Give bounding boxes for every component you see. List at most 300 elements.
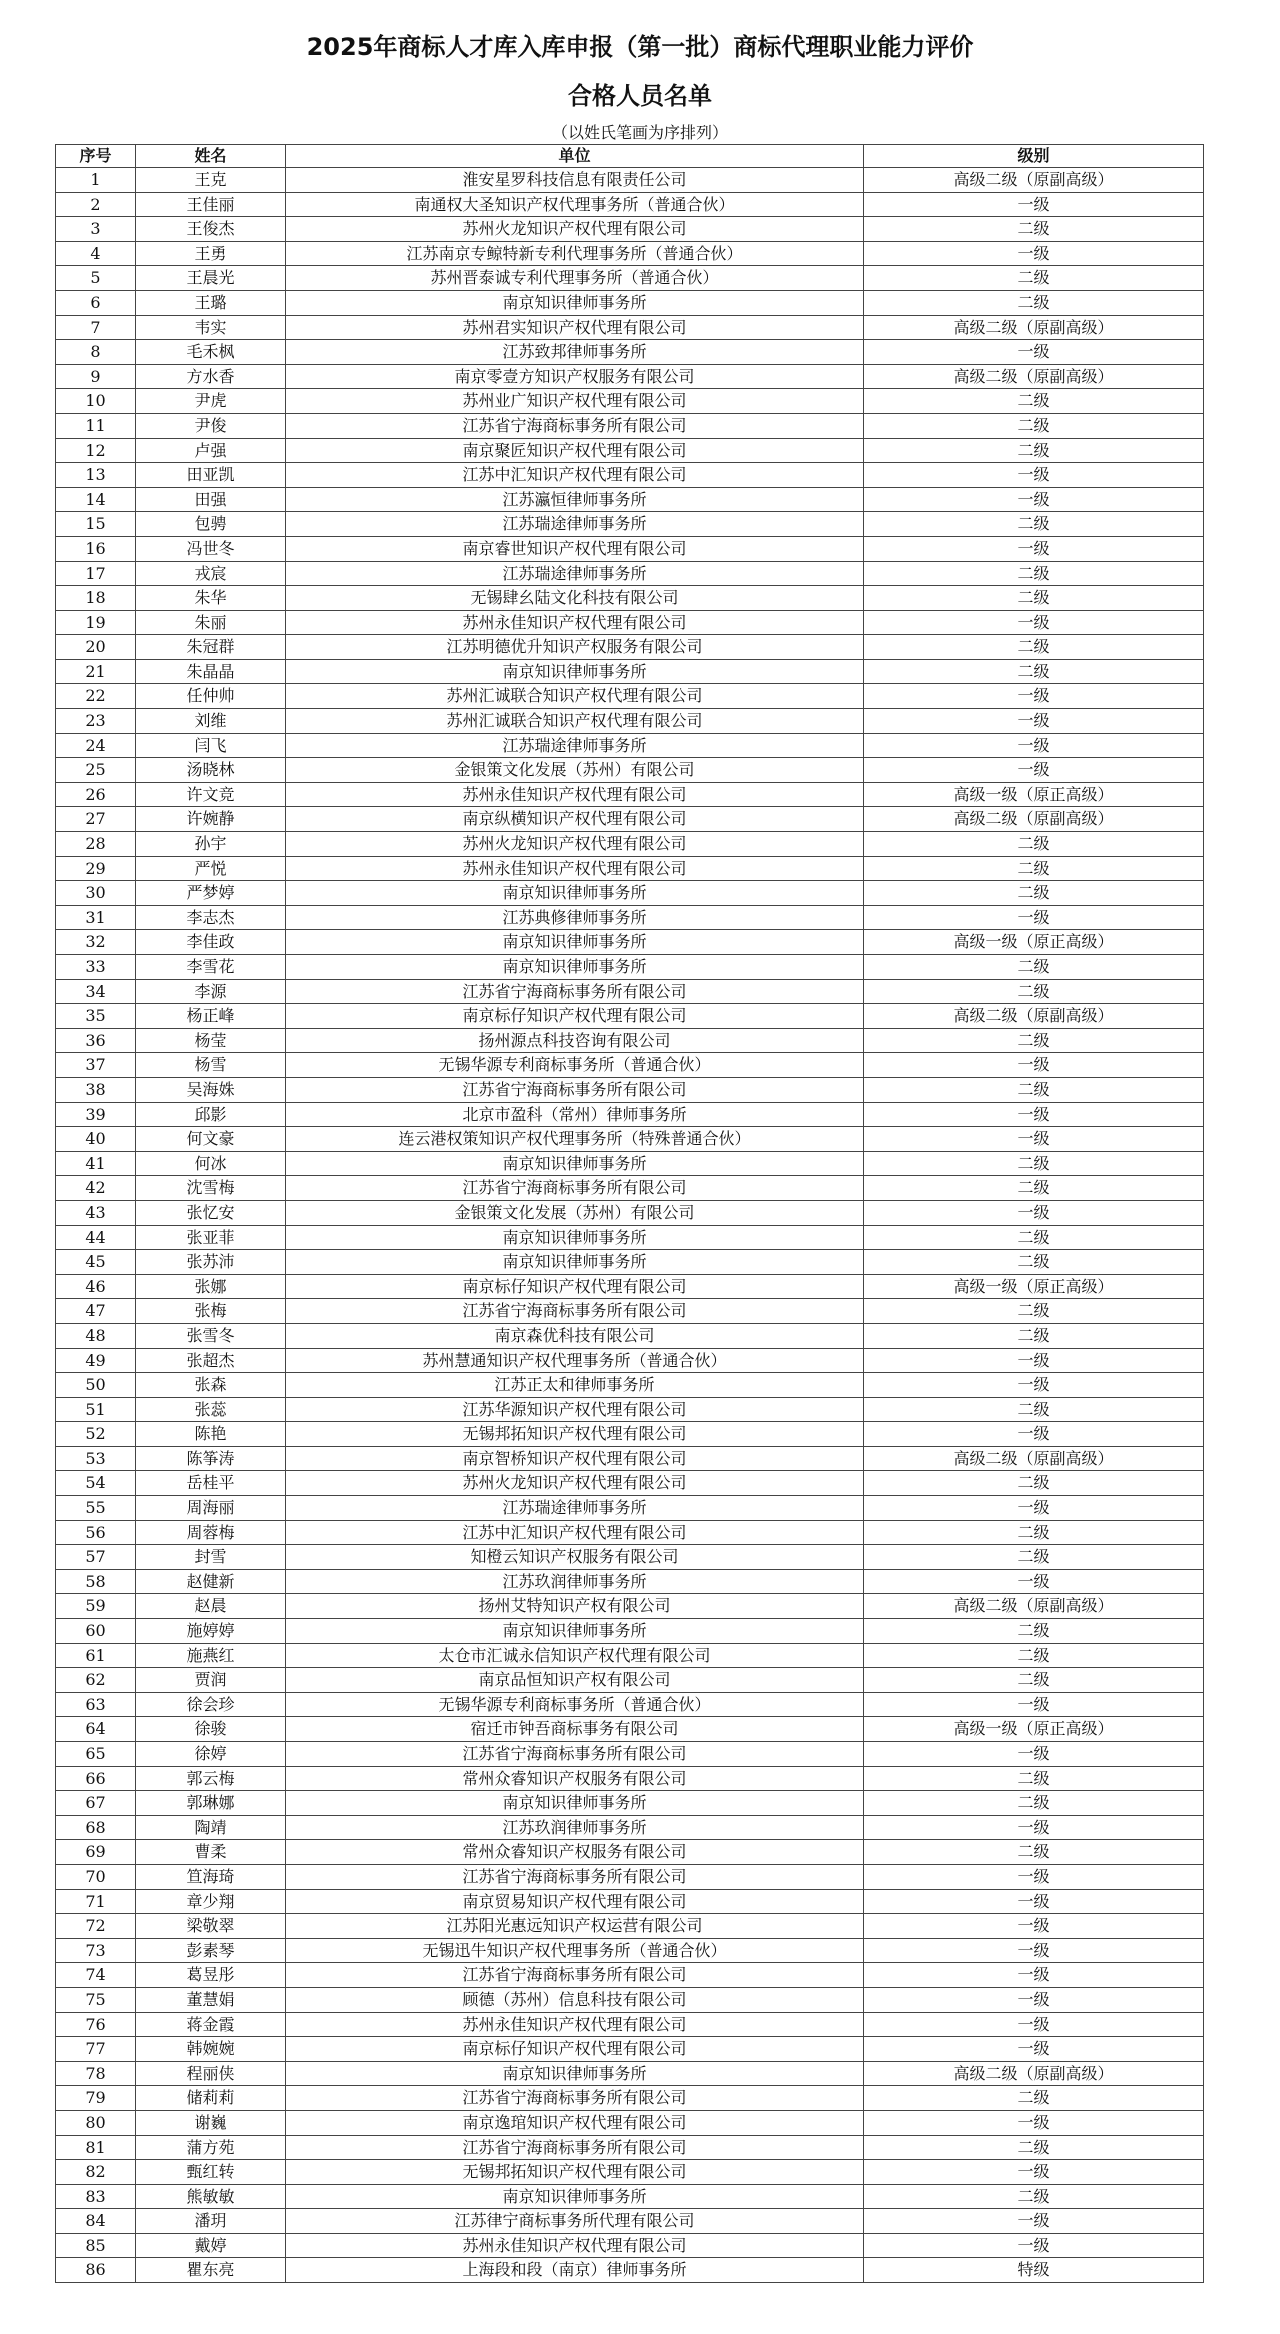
cell-unit: 南京知识律师事务所 — [286, 2061, 864, 2086]
cell-level: 高级二级（原副高级） — [864, 807, 1204, 832]
cell-level: 二级 — [864, 856, 1204, 881]
cell-no: 38 — [56, 1077, 136, 1102]
table-row — [56, 1742, 1204, 1767]
cell-level: 一级 — [864, 1496, 1204, 1521]
cell-unit: 南京知识律师事务所 — [286, 881, 864, 906]
cell-unit: 江苏中汇知识产权代理有限公司 — [286, 463, 864, 488]
table-row — [56, 1889, 1204, 1914]
cell-name: 熊敏敏 — [136, 2184, 286, 2209]
cell-no: 37 — [56, 1053, 136, 1078]
table-row — [56, 1963, 1204, 1988]
cell-unit: 江苏省宁海商标事务所有限公司 — [286, 979, 864, 1004]
cell-name: 许文竞 — [136, 782, 286, 807]
table-row — [56, 1323, 1204, 1348]
cell-level: 二级 — [864, 290, 1204, 315]
cell-level: 二级 — [864, 1323, 1204, 1348]
cell-no: 22 — [56, 684, 136, 709]
cell-name: 张亚菲 — [136, 1225, 286, 1250]
cell-name: 笪海琦 — [136, 1864, 286, 1889]
cell-unit: 南京知识律师事务所 — [286, 2184, 864, 2209]
cell-level: 一级 — [864, 192, 1204, 217]
table-row — [56, 1250, 1204, 1275]
cell-no: 74 — [56, 1963, 136, 1988]
cell-unit: 苏州火龙知识产权代理有限公司 — [286, 832, 864, 857]
cell-name: 严梦婷 — [136, 881, 286, 906]
cell-level: 二级 — [864, 413, 1204, 438]
cell-no: 14 — [56, 487, 136, 512]
cell-level: 二级 — [864, 635, 1204, 660]
cell-name: 贾润 — [136, 1668, 286, 1693]
cell-no: 85 — [56, 2233, 136, 2258]
cell-unit: 苏州汇诚联合知识产权代理有限公司 — [286, 709, 864, 734]
cell-name: 孙宇 — [136, 832, 286, 857]
cell-unit: 无锡肆幺陆文化科技有限公司 — [286, 586, 864, 611]
cell-name: 葛昱彤 — [136, 1963, 286, 1988]
table-row — [56, 536, 1204, 561]
cell-unit: 苏州汇诚联合知识产权代理有限公司 — [286, 684, 864, 709]
table-row — [56, 1668, 1204, 1693]
cell-level: 一级 — [864, 1914, 1204, 1939]
cell-level: 二级 — [864, 1077, 1204, 1102]
cell-unit: 上海段和段（南京）律师事务所 — [286, 2258, 864, 2283]
cell-no: 86 — [56, 2258, 136, 2283]
table-row — [56, 315, 1204, 340]
table-row — [56, 2233, 1204, 2258]
table-row — [56, 2061, 1204, 2086]
table-row — [56, 832, 1204, 857]
cell-unit: 南京标仔知识产权代理有限公司 — [286, 1004, 864, 1029]
header-no: 序号 — [56, 145, 136, 168]
cell-unit: 南京贸易知识产权代理有限公司 — [286, 1889, 864, 1914]
cell-no: 63 — [56, 1692, 136, 1717]
cell-name: 朱丽 — [136, 610, 286, 635]
cell-unit: 金银策文化发展（苏州）有限公司 — [286, 758, 864, 783]
table-row — [56, 1692, 1204, 1717]
table-row — [56, 881, 1204, 906]
cell-unit: 江苏省宁海商标事务所有限公司 — [286, 2135, 864, 2160]
cell-no: 28 — [56, 832, 136, 857]
cell-level: 二级 — [864, 1028, 1204, 1053]
cell-level: 一级 — [864, 340, 1204, 365]
cell-no: 68 — [56, 1815, 136, 1840]
cell-unit: 南京标仔知识产权代理有限公司 — [286, 2037, 864, 2062]
table-row — [56, 1594, 1204, 1619]
cell-name: 杨莹 — [136, 1028, 286, 1053]
table-row — [56, 290, 1204, 315]
cell-no: 19 — [56, 610, 136, 635]
cell-no: 27 — [56, 807, 136, 832]
cell-unit: 南京聚匠知识产权代理有限公司 — [286, 438, 864, 463]
cell-level: 一级 — [864, 1864, 1204, 1889]
table-row — [56, 1766, 1204, 1791]
cell-unit: 无锡迅牛知识产权代理事务所（普通合伙） — [286, 1938, 864, 1963]
cell-level: 高级二级（原副高级） — [864, 1594, 1204, 1619]
cell-unit: 江苏南京专鲸特新专利代理事务所（普通合伙） — [286, 241, 864, 266]
cell-level: 一级 — [864, 536, 1204, 561]
cell-no: 13 — [56, 463, 136, 488]
cell-no: 60 — [56, 1619, 136, 1644]
cell-unit: 苏州永佳知识产权代理有限公司 — [286, 782, 864, 807]
cell-level: 二级 — [864, 586, 1204, 611]
cell-no: 64 — [56, 1717, 136, 1742]
cell-unit: 江苏致邦律师事务所 — [286, 340, 864, 365]
table-row — [56, 1446, 1204, 1471]
cell-no: 6 — [56, 290, 136, 315]
table-body — [56, 168, 1204, 2283]
cell-no: 25 — [56, 758, 136, 783]
cell-level: 二级 — [864, 266, 1204, 291]
table-row — [56, 1348, 1204, 1373]
table-row — [56, 1471, 1204, 1496]
cell-level: 一级 — [864, 905, 1204, 930]
cell-no: 11 — [56, 413, 136, 438]
cell-name: 彭素琴 — [136, 1938, 286, 1963]
cell-no: 8 — [56, 340, 136, 365]
cell-unit: 江苏省宁海商标事务所有限公司 — [286, 1963, 864, 1988]
table-row — [56, 2160, 1204, 2185]
table-row — [56, 463, 1204, 488]
cell-level: 一级 — [864, 2160, 1204, 2185]
cell-name: 赵晨 — [136, 1594, 286, 1619]
cell-name: 张梅 — [136, 1299, 286, 1324]
table-row — [56, 2209, 1204, 2234]
table-row — [56, 192, 1204, 217]
cell-level: 二级 — [864, 389, 1204, 414]
cell-no: 72 — [56, 1914, 136, 1939]
cell-no: 52 — [56, 1422, 136, 1447]
cell-name: 刘维 — [136, 709, 286, 734]
table-row — [56, 217, 1204, 242]
table-row — [56, 1545, 1204, 1570]
cell-unit: 太仓市汇诚永信知识产权代理有限公司 — [286, 1643, 864, 1668]
table-row — [56, 1274, 1204, 1299]
cell-level: 一级 — [864, 2012, 1204, 2037]
cell-name: 王璐 — [136, 290, 286, 315]
cell-no: 21 — [56, 659, 136, 684]
cell-level: 二级 — [864, 1545, 1204, 1570]
cell-name: 陈筝涛 — [136, 1446, 286, 1471]
cell-unit: 江苏华源知识产权代理有限公司 — [286, 1397, 864, 1422]
cell-no: 53 — [56, 1446, 136, 1471]
cell-no: 57 — [56, 1545, 136, 1570]
table-row — [56, 1643, 1204, 1668]
cell-name: 王克 — [136, 168, 286, 193]
table-row — [56, 438, 1204, 463]
table-row — [56, 1791, 1204, 1816]
cell-level: 一级 — [864, 2037, 1204, 2062]
cell-name: 杨雪 — [136, 1053, 286, 1078]
cell-no: 20 — [56, 635, 136, 660]
table-row — [56, 733, 1204, 758]
cell-name: 陈艳 — [136, 1422, 286, 1447]
cell-level: 二级 — [864, 832, 1204, 857]
cell-unit: 苏州永佳知识产权代理有限公司 — [286, 2012, 864, 2037]
cell-name: 蒋金霞 — [136, 2012, 286, 2037]
cell-name: 周海丽 — [136, 1496, 286, 1521]
cell-unit: 江苏玖润律师事务所 — [286, 1569, 864, 1594]
cell-level: 高级二级（原副高级） — [864, 1446, 1204, 1471]
cell-no: 50 — [56, 1373, 136, 1398]
cell-unit: 南京睿世知识产权代理有限公司 — [286, 536, 864, 561]
cell-name: 冯世冬 — [136, 536, 286, 561]
cell-unit: 知橙云知识产权服务有限公司 — [286, 1545, 864, 1570]
cell-level: 二级 — [864, 1250, 1204, 1275]
cell-unit: 南京知识律师事务所 — [286, 290, 864, 315]
cell-level: 一级 — [864, 2110, 1204, 2135]
cell-name: 戎宸 — [136, 561, 286, 586]
cell-unit: 江苏律宁商标事务所代理有限公司 — [286, 2209, 864, 2234]
cell-level: 一级 — [864, 1692, 1204, 1717]
cell-unit: 苏州永佳知识产权代理有限公司 — [286, 2233, 864, 2258]
cell-level: 特级 — [864, 2258, 1204, 2283]
cell-unit: 无锡邦拓知识产权代理有限公司 — [286, 1422, 864, 1447]
cell-unit: 江苏玖润律师事务所 — [286, 1815, 864, 1840]
cell-name: 张超杰 — [136, 1348, 286, 1373]
cell-level: 一级 — [864, 610, 1204, 635]
table-row — [56, 905, 1204, 930]
cell-no: 36 — [56, 1028, 136, 1053]
cell-level: 二级 — [864, 1668, 1204, 1693]
table-row — [56, 1053, 1204, 1078]
cell-level: 一级 — [864, 1569, 1204, 1594]
cell-unit: 常州众睿知识产权服务有限公司 — [286, 1840, 864, 1865]
cell-name: 吴海姝 — [136, 1077, 286, 1102]
cell-name: 毛禾枫 — [136, 340, 286, 365]
table-row — [56, 512, 1204, 537]
cell-level: 高级二级（原副高级） — [864, 364, 1204, 389]
cell-unit: 南京智桥知识产权代理有限公司 — [286, 1446, 864, 1471]
cell-no: 70 — [56, 1864, 136, 1889]
cell-no: 23 — [56, 709, 136, 734]
cell-unit: 江苏阳光惠远知识产权运营有限公司 — [286, 1914, 864, 1939]
cell-unit: 南京品恒知识产权有限公司 — [286, 1668, 864, 1693]
cell-no: 83 — [56, 2184, 136, 2209]
cell-level: 高级二级（原副高级） — [864, 1004, 1204, 1029]
cell-unit: 南京逸琯知识产权代理有限公司 — [286, 2110, 864, 2135]
cell-name: 赵健新 — [136, 1569, 286, 1594]
cell-level: 一级 — [864, 1938, 1204, 1963]
cell-unit: 南通权大圣知识产权代理事务所（普通合伙） — [286, 192, 864, 217]
cell-unit: 江苏省宁海商标事务所有限公司 — [286, 1742, 864, 1767]
cell-name: 徐会珍 — [136, 1692, 286, 1717]
cell-unit: 江苏瑞途律师事务所 — [286, 512, 864, 537]
cell-unit: 南京标仔知识产权代理有限公司 — [286, 1274, 864, 1299]
table-row — [56, 684, 1204, 709]
cell-name: 李佳政 — [136, 930, 286, 955]
cell-unit: 苏州永佳知识产权代理有限公司 — [286, 610, 864, 635]
sort-order-note: （以姓氏笔画为序排列） — [551, 123, 728, 142]
cell-level: 一级 — [864, 1422, 1204, 1447]
cell-no: 54 — [56, 1471, 136, 1496]
cell-name: 任仲帅 — [136, 684, 286, 709]
table-row — [56, 1373, 1204, 1398]
table-row — [56, 1864, 1204, 1889]
cell-no: 80 — [56, 2110, 136, 2135]
cell-name: 杨正峰 — [136, 1004, 286, 1029]
cell-unit: 江苏瑞途律师事务所 — [286, 733, 864, 758]
cell-unit: 南京森优科技有限公司 — [286, 1323, 864, 1348]
cell-name: 李雪花 — [136, 955, 286, 980]
cell-name: 张娜 — [136, 1274, 286, 1299]
table-row — [56, 586, 1204, 611]
cell-unit: 江苏瑞途律师事务所 — [286, 561, 864, 586]
cell-name: 张森 — [136, 1373, 286, 1398]
table-row — [56, 413, 1204, 438]
cell-name: 王勇 — [136, 241, 286, 266]
cell-name: 章少翔 — [136, 1889, 286, 1914]
cell-name: 沈雪梅 — [136, 1176, 286, 1201]
cell-no: 56 — [56, 1520, 136, 1545]
cell-unit: 无锡华源专利商标事务所（普通合伙） — [286, 1053, 864, 1078]
cell-unit: 淮安星罗科技信息有限责任公司 — [286, 168, 864, 193]
cell-level: 高级一级（原正高级） — [864, 782, 1204, 807]
cell-no: 78 — [56, 2061, 136, 2086]
cell-unit: 江苏瑞途律师事务所 — [286, 1496, 864, 1521]
cell-level: 一级 — [864, 1348, 1204, 1373]
cell-level: 一级 — [864, 1742, 1204, 1767]
cell-name: 张雪冬 — [136, 1323, 286, 1348]
table-row — [56, 168, 1204, 193]
cell-level: 二级 — [864, 1299, 1204, 1324]
table-row — [56, 1200, 1204, 1225]
table-row — [56, 1102, 1204, 1127]
cell-no: 5 — [56, 266, 136, 291]
cell-unit: 南京知识律师事务所 — [286, 1619, 864, 1644]
table-row — [56, 856, 1204, 881]
cell-no: 1 — [56, 168, 136, 193]
cell-unit: 苏州君实知识产权代理有限公司 — [286, 315, 864, 340]
cell-unit: 江苏省宁海商标事务所有限公司 — [286, 1077, 864, 1102]
table-row — [56, 2184, 1204, 2209]
cell-no: 81 — [56, 2135, 136, 2160]
cell-unit: 扬州艾特知识产权有限公司 — [286, 1594, 864, 1619]
cell-no: 30 — [56, 881, 136, 906]
cell-no: 79 — [56, 2086, 136, 2111]
cell-unit: 金银策文化发展（苏州）有限公司 — [286, 1200, 864, 1225]
cell-no: 46 — [56, 1274, 136, 1299]
cell-unit: 苏州业广知识产权代理有限公司 — [286, 389, 864, 414]
header-unit: 单位 — [286, 145, 864, 168]
cell-no: 2 — [56, 192, 136, 217]
qualified-personnel-table — [55, 144, 1204, 2283]
cell-level: 一级 — [864, 733, 1204, 758]
cell-unit: 苏州火龙知识产权代理有限公司 — [286, 1471, 864, 1496]
cell-no: 40 — [56, 1127, 136, 1152]
cell-no: 31 — [56, 905, 136, 930]
cell-level: 高级一级（原正高级） — [864, 1717, 1204, 1742]
cell-name: 包骋 — [136, 512, 286, 537]
table-row — [56, 1176, 1204, 1201]
cell-name: 尹虎 — [136, 389, 286, 414]
table-row — [56, 561, 1204, 586]
cell-level: 二级 — [864, 1151, 1204, 1176]
cell-unit: 南京知识律师事务所 — [286, 1225, 864, 1250]
cell-name: 曹柔 — [136, 1840, 286, 1865]
cell-name: 甄红转 — [136, 2160, 286, 2185]
cell-level: 二级 — [864, 1791, 1204, 1816]
cell-level: 二级 — [864, 1176, 1204, 1201]
table-row — [56, 610, 1204, 635]
cell-no: 59 — [56, 1594, 136, 1619]
cell-no: 47 — [56, 1299, 136, 1324]
cell-level: 二级 — [864, 2086, 1204, 2111]
table-row — [56, 2110, 1204, 2135]
cell-no: 12 — [56, 438, 136, 463]
cell-unit: 顾德（苏州）信息科技有限公司 — [286, 1987, 864, 2012]
cell-unit: 南京知识律师事务所 — [286, 1250, 864, 1275]
cell-no: 9 — [56, 364, 136, 389]
cell-name: 陶靖 — [136, 1815, 286, 1840]
cell-unit: 宿迁市钟吾商标事务有限公司 — [286, 1717, 864, 1742]
cell-name: 徐婷 — [136, 1742, 286, 1767]
cell-no: 41 — [56, 1151, 136, 1176]
cell-no: 71 — [56, 1889, 136, 1914]
table-row — [56, 2135, 1204, 2160]
cell-name: 张忆安 — [136, 1200, 286, 1225]
cell-level: 一级 — [864, 1200, 1204, 1225]
cell-unit: 苏州晋泰诚专利代理事务所（普通合伙） — [286, 266, 864, 291]
cell-name: 张苏沛 — [136, 1250, 286, 1275]
table-row — [56, 364, 1204, 389]
cell-no: 69 — [56, 1840, 136, 1865]
cell-level: 二级 — [864, 438, 1204, 463]
cell-name: 朱晶晶 — [136, 659, 286, 684]
cell-name: 程丽侠 — [136, 2061, 286, 2086]
cell-no: 26 — [56, 782, 136, 807]
cell-unit: 南京纵横知识产权代理有限公司 — [286, 807, 864, 832]
table-row — [56, 635, 1204, 660]
cell-level: 一级 — [864, 1053, 1204, 1078]
cell-level: 二级 — [864, 2184, 1204, 2209]
cell-no: 61 — [56, 1643, 136, 1668]
cell-level: 二级 — [864, 217, 1204, 242]
cell-unit: 江苏正太和律师事务所 — [286, 1373, 864, 1398]
table-row — [56, 1004, 1204, 1029]
cell-name: 徐骏 — [136, 1717, 286, 1742]
cell-no: 16 — [56, 536, 136, 561]
cell-name: 朱华 — [136, 586, 286, 611]
table-row — [56, 389, 1204, 414]
cell-level: 二级 — [864, 1520, 1204, 1545]
cell-level: 二级 — [864, 1619, 1204, 1644]
cell-no: 62 — [56, 1668, 136, 1693]
cell-name: 戴婷 — [136, 2233, 286, 2258]
cell-no: 67 — [56, 1791, 136, 1816]
cell-no: 65 — [56, 1742, 136, 1767]
table-row — [56, 1422, 1204, 1447]
cell-level: 二级 — [864, 561, 1204, 586]
cell-name: 卢强 — [136, 438, 286, 463]
cell-unit: 南京知识律师事务所 — [286, 930, 864, 955]
cell-unit: 江苏省宁海商标事务所有限公司 — [286, 413, 864, 438]
cell-name: 严悦 — [136, 856, 286, 881]
cell-name: 田亚凯 — [136, 463, 286, 488]
cell-no: 34 — [56, 979, 136, 1004]
cell-unit: 江苏中汇知识产权代理有限公司 — [286, 1520, 864, 1545]
cell-name: 方水香 — [136, 364, 286, 389]
cell-name: 梁敬翠 — [136, 1914, 286, 1939]
cell-name: 李源 — [136, 979, 286, 1004]
cell-level: 一级 — [864, 709, 1204, 734]
table-row — [56, 1299, 1204, 1324]
cell-unit: 南京知识律师事务所 — [286, 1151, 864, 1176]
cell-name: 施婷婷 — [136, 1619, 286, 1644]
cell-name: 储莉莉 — [136, 2086, 286, 2111]
table-row — [56, 1127, 1204, 1152]
table-row — [56, 1840, 1204, 1865]
cell-name: 何冰 — [136, 1151, 286, 1176]
cell-unit: 南京知识律师事务所 — [286, 955, 864, 980]
